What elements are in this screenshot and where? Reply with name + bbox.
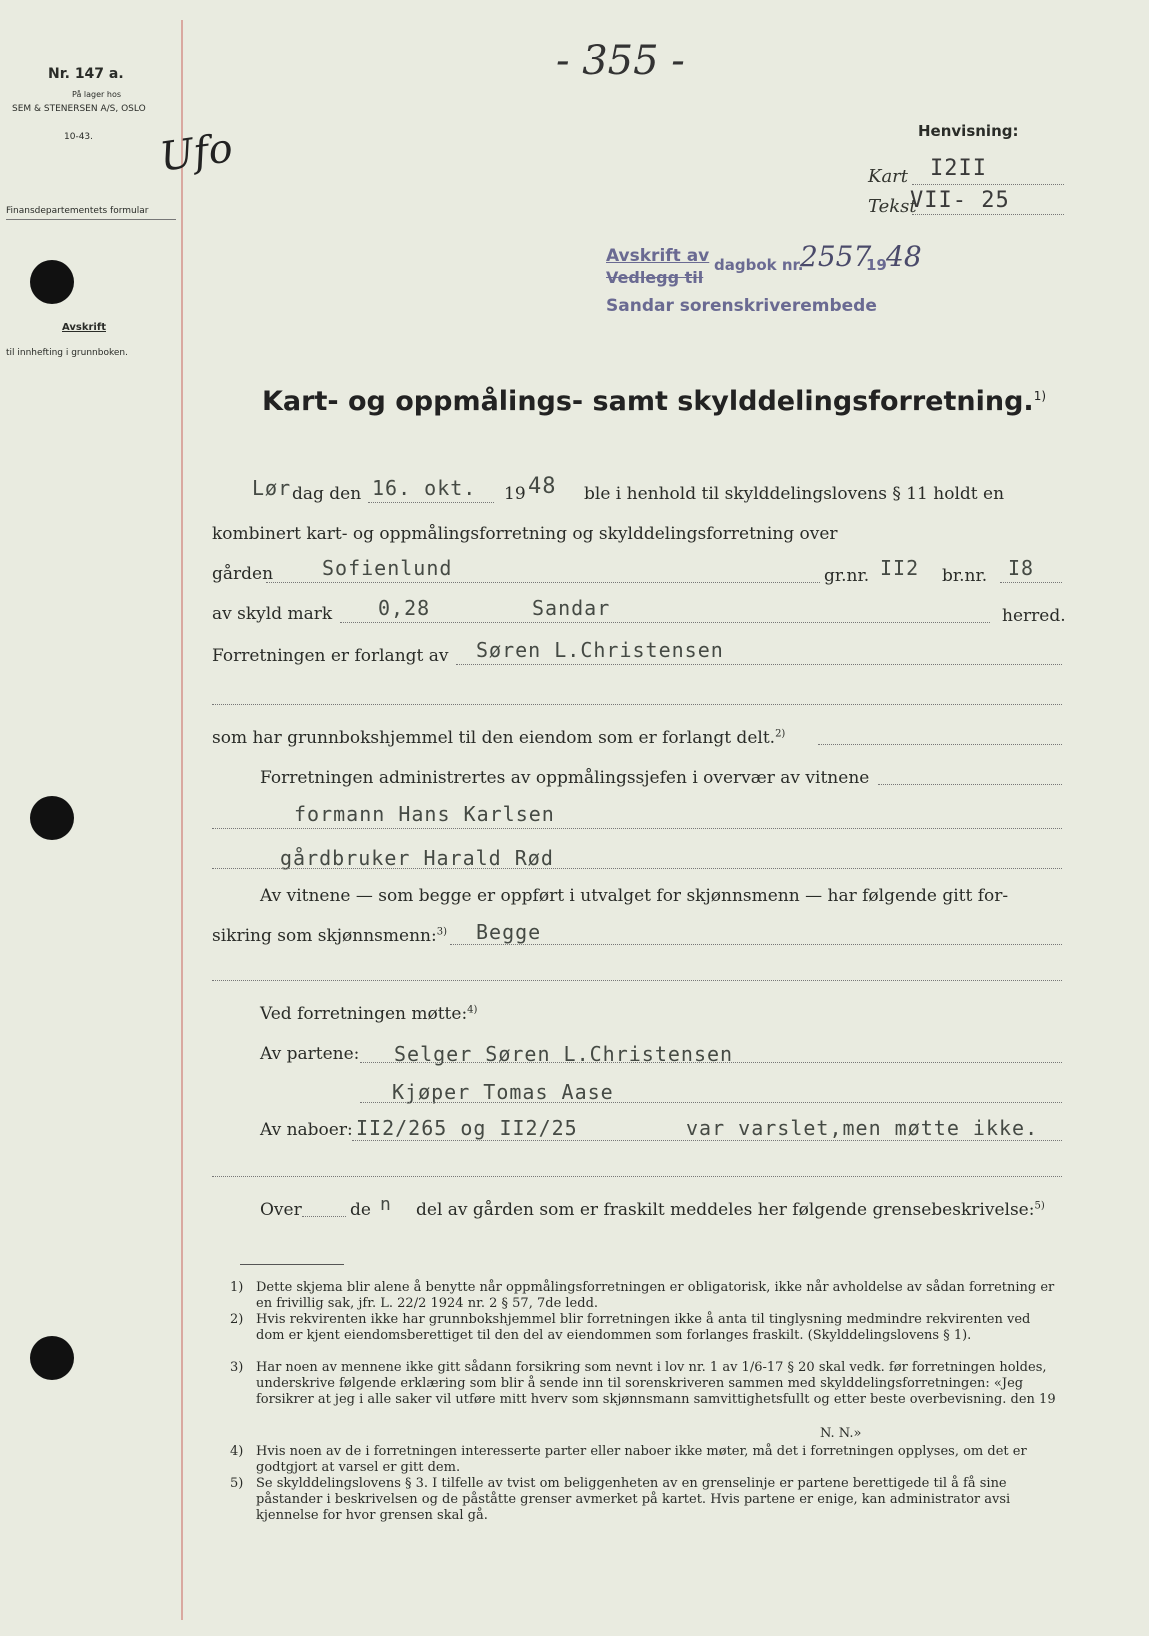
- witness-decl-value: Begge: [476, 920, 542, 944]
- date-value: 16. okt.: [372, 476, 477, 500]
- requested-dots-2: [212, 704, 1062, 705]
- hjemmel-dots: [818, 744, 1062, 745]
- skyld-label: av skyld mark: [212, 604, 333, 624]
- date-dots: [368, 502, 494, 503]
- neighbours-dots-2: [212, 1176, 1062, 1177]
- handwritten-mark: Ufo: [157, 125, 236, 181]
- line1-rest: ble i henhold til skylddelingslovens § 11 holdt en: [584, 484, 1005, 504]
- footnote-5: 5) Se skylddelingslovens § 3. I tilfelle av tvist om beliggenheten av en grenselinje er partene berettigede til å få sine påstander i beskrivelsen og de påståtte grenser avmerket på kartet. Hvis partene er enige, kan administrator avsi kjennelse for hvor grensen skal gå.: [230, 1476, 1011, 1523]
- form-source-underline: [6, 219, 176, 220]
- brnr-label: br.nr.: [942, 566, 988, 586]
- footnote-3-signature: N. N.»: [820, 1426, 862, 1441]
- tekst-dots: [912, 214, 1064, 215]
- admin-dots: [878, 784, 1062, 785]
- form-number: Nr. 147 a.: [48, 66, 124, 82]
- date-code: 10-43.: [64, 132, 94, 142]
- reference-heading: Henvisning:: [918, 122, 1019, 140]
- day-label: dag den: [292, 484, 362, 504]
- requested-label: Forretningen er forlangt av: [212, 646, 449, 666]
- stamp-year-value: 48: [886, 240, 922, 273]
- party2: Kjøper Tomas Aase: [392, 1080, 614, 1104]
- witness-decl-dots: [450, 944, 1062, 945]
- over-label: Over: [260, 1200, 302, 1220]
- de-label: de: [350, 1200, 371, 1220]
- footnote-3: 3) Har noen av mennene ikke gitt sådann forsikring som nevnt i lov nr. 1 av 1/6-17 § 20 skal vedk. før forretningen holdes, underskrive følgende erklæring som blir å sende inn til sorenskriveren sammen med skylddelingsforretningen: «Jeg forsikrer at jeg i alle saker vil utføre mitt hverv som skjønnsmann samvittighetsfullt og etter beste overbevisning. den 19: [230, 1360, 1056, 1407]
- stamp-line3: Sandar sorenskriverembede: [606, 296, 877, 316]
- admin-text: Forretningen administrertes av oppmålingssjefen i overvær av vitnene: [260, 768, 870, 788]
- footnote-1: 1) Dette skjema blir alene å benytte når oppmålingsforretningen er obligatorisk, ikke når avholdelse av sådan forretning er en frivillig sak, jfr. L. 22/2 1924 nr. 2 § 57, 7de ledd.: [230, 1280, 1055, 1311]
- witness-decl-dots-2: [212, 980, 1062, 981]
- stamp-year-prefix: 19: [866, 256, 887, 274]
- witness1: formann Hans Karlsen: [294, 802, 555, 826]
- witness-decl-line1: Av vitnene — som begge er oppført i utvalget for skjønnsmenn — har følgende gitt for-: [260, 886, 1009, 906]
- document-title: Kart- og oppmålings- samt skylddelingsforretning.$^{1)}$: [262, 386, 1047, 417]
- herred-label: herred.: [1002, 606, 1066, 626]
- neighbours-label: Av naboer:: [260, 1120, 353, 1140]
- grnr-label: gr.nr.: [824, 566, 870, 586]
- farm-value: Sofienlund: [322, 556, 453, 580]
- brnr-value: I8: [1008, 556, 1035, 580]
- stamp-dagbok-value: 2557: [800, 240, 872, 273]
- stamp-line2: Vedlegg til: [606, 268, 704, 287]
- over-dots: [302, 1216, 346, 1217]
- parties-label: Av partene:: [260, 1044, 360, 1064]
- brnr-dots: [1000, 582, 1062, 583]
- kart-value: I2II: [930, 156, 987, 181]
- year-prefix: 19: [504, 484, 526, 504]
- footnote-4: 4) Hvis noen av de i forretningen interesserte parter eller naboer ikke møter, må det i forretningen opplyses, om det er godtgjort at varsel er gitt dem.: [230, 1444, 1027, 1475]
- tekst-label: Tekst: [868, 196, 917, 217]
- skyld-dots: [340, 622, 990, 623]
- herred-value: Sandar: [532, 596, 611, 620]
- line2: kombinert kart- og oppmålingsforretning og skylddelingsforretning over: [212, 524, 838, 544]
- binder-hole-top: [30, 260, 74, 304]
- binder-hole-bottom: [30, 1336, 74, 1380]
- kart-dots: [912, 184, 1064, 185]
- tekst-value: VII- 25: [910, 188, 1010, 213]
- publisher-line2: SEM & STENERSEN A/S, OSLO: [12, 104, 146, 114]
- copy-title: Avskrift: [62, 322, 106, 333]
- copy-subtitle: til innhefting i grunnboken.: [6, 348, 128, 358]
- farm-label: gården: [212, 564, 274, 584]
- binder-hole-middle: [30, 796, 74, 840]
- witness1-dots: [212, 828, 1062, 829]
- stamp-line1: Avskrift av: [606, 246, 710, 266]
- neighbours-status: var varslet,men møtte ikke.: [686, 1116, 1039, 1140]
- hjemmel-text: som har grunnbokshjemmel til den eiendom som er forlangt delt.$^{2)}$: [212, 728, 786, 748]
- page-number: - 355 -: [556, 38, 685, 84]
- form-source: Finansdepartementets formular: [6, 206, 149, 216]
- party1: Selger Søren L.Christensen: [394, 1042, 734, 1066]
- party2-dots: [360, 1102, 1062, 1103]
- neighbours-dots: [352, 1140, 1062, 1141]
- grnr-value: II2: [880, 556, 920, 580]
- witness2: gårdbruker Harald Rød: [280, 846, 554, 870]
- witness2-dots: [212, 868, 1062, 869]
- met-label: Ved forretningen møtte:$^{4)}$: [260, 1004, 478, 1024]
- requested-value: Søren L.Christensen: [476, 638, 724, 662]
- footnote-2: 2) Hvis rekvirenten ikke har grunnbokshjemmel blir forretningen ikke å anta til tinglysning medmindre rekvirenten ved dom er kjent eiendomsberettiget til den del av eiendommen som forlanges fraskilt. (Skylddelingslovens § 1).: [230, 1312, 1031, 1343]
- year-value: 48: [528, 474, 557, 499]
- day-value: Lør: [252, 476, 292, 500]
- de-value: n: [380, 1194, 392, 1215]
- witness-decl-line2: sikring som skjønnsmenn:$^{3)}$: [212, 926, 447, 946]
- kart-label: Kart: [868, 166, 909, 187]
- requested-dots: [456, 664, 1062, 665]
- skyld-value: 0,28: [378, 596, 431, 620]
- boundary-text: del av gården som er fraskilt meddeles her følgende grensebeskrivelse:$^{5)}$: [416, 1200, 1045, 1220]
- party1-dots: [360, 1062, 1062, 1063]
- farm-dots: [266, 582, 820, 583]
- neighbours-value: II2/265 og II2/25: [356, 1116, 578, 1140]
- publisher-line1: På lager hos: [72, 90, 121, 99]
- stamp-dagbok-label: dagbok nr.: [714, 256, 804, 274]
- margin-rule: [181, 20, 183, 1620]
- footnote-rule: [240, 1264, 344, 1265]
